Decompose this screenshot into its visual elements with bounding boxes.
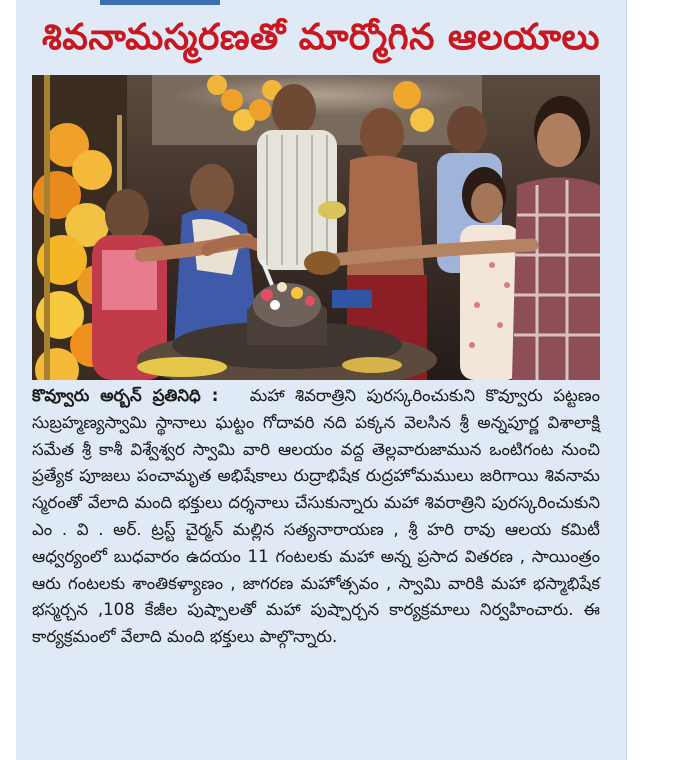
temple-ritual-photo	[32, 75, 600, 380]
article-byline: కొవ్వూరు అర్బన్ ప్రతినిధి :	[32, 386, 219, 405]
clipping-edge	[626, 0, 627, 760]
headline: శివనామస్మరణతో మార్మోగిన ఆలయాలు	[41, 17, 600, 58]
article-text	[32, 383, 600, 760]
news-photo	[32, 75, 600, 380]
article-body: మహా శివరాత్రిని పురస్కరించుకుని కొవ్వూరు పట్టణం సుబ్రహ్మణ్యస్వామి స్థానాలు ఘట్టం గోదావరి నది పక్కన వెలసిన శ్రీ అన్నపూర్ణ విశాలాక్షి సమేత శ్రీ కాశీ విశ్వేశ్వర స్వామి వారి ఆలయం వద్ద తెల్లవారుజామున ఒంటిగంట నుంచి ప్రత్యేక పూజలు పంచామృత అభిషేకాలు రుద్రాభిషేక రుద్రహోమములు జరిగాయి శివనామ స్మరంతో వేలాది మంది భక్తులు దర్శనాలు చేసుకున్నారు మహా శివరాత్రిని పురస్కరించుకుని ఎం . వి . అర్. ట్రస్ట్ చైర్మన్ మల్లిన సత్యనారాయణ , శ్రీ హరి రావు ఆలయ కమిటీ ఆధ్వర్యంలో బుధవారం ఉదయం 11 గంటలకు మహా అన్న ప్రసాద వితరణ , సాయింత్రం ఆరు గంటలకు శాంతికళ్యాణం , జాగరణ మహోత్సవం , స్వామి వారికి మహా భస్మాభిషేక భస్మర్చన ,108 కేజీల పుష్పాలతో మహా పుష్పార్చన కార్యక్రమాలు నిర్వహించారు. ఈ కార్యక్రమంలో వేలాది మంది భక్తులు పాల్గొన్నారు.	[32, 386, 600, 647]
top-accent-bar	[100, 0, 220, 5]
